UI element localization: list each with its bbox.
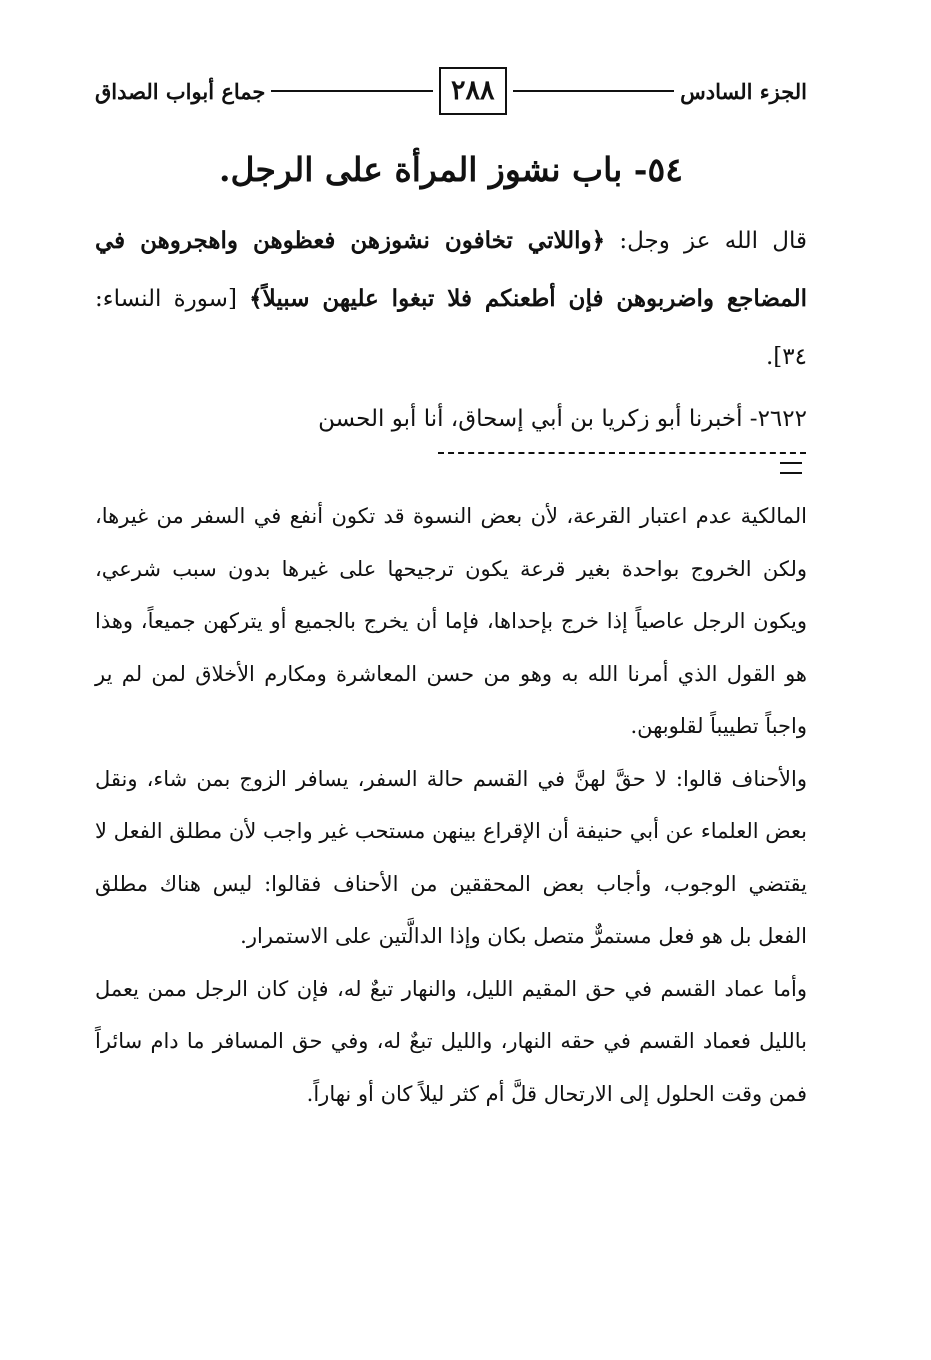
footnote-continuation-mark	[780, 462, 802, 474]
verse-citation: [سورة النساء: ٣٤].	[95, 286, 807, 370]
main-text	[95, 212, 807, 448]
verse-paragraph	[95, 212, 807, 386]
footnote-paragraph: وأما عماد القسم في حق المقيم الليل، والنهار تبعٌ له، فإن كان الرجل ممن يعمل بالليل فعماد القسم في حقه النهار، والليل تبعٌ له، وفي حق المسافر ما دام سائراً فمن وقت الحلول إلى الارتحال قلَّ أم كثر ليلاً كان أو نهاراً.	[95, 976, 807, 1106]
chapter-title: ٥٤- باب نشوز المرأة على الرجل.	[219, 150, 683, 189]
footnote-paragraph: المالكية عدم اعتبار القرعة، لأن بعض النسوة قد تكون أنفع في السفر من غيرها، ولكن الخروج بواحدة بغير قرعة يكون ترجيحها على غيرها بدون سبب شرعي، ويكون الرجل عاصياً إذا خرج بإحداها، فإما أن يخرج بالجميع أو يتركهن جميعاً، وهذا هو القول الذي أمرنا الله به وهو من حسن المعاشرة ومكارم الأخلاق لمن لم ير واجباً تطييباً لقلوبهن.	[95, 504, 807, 738]
part-title: الجزء السادس	[680, 78, 807, 104]
section-title: جماع أبواب الصداق	[95, 78, 266, 104]
page-number: ٢٨٨	[439, 67, 507, 115]
footnotes	[95, 490, 807, 1120]
header-rule-left	[271, 90, 433, 92]
verse-intro: قال الله عز وجل:	[619, 228, 808, 254]
footnote-separator	[438, 452, 806, 454]
running-header	[95, 62, 807, 120]
footnote-paragraph: والأحناف قالوا: لا حقَّ لهنَّ في القسم حالة السفر، يسافر الزوج بمن شاء، ونقل بعض العلماء عن أبي حنيفة أن الإقراع بينهن مستحب غير واجب لأن مطلق الفعل لا يقتضي الوجوب، وأجاب بعض المحققين من الأحناف فقالوا: ليس هناك مطلق الفعل بل هو فعل مستمرٌّ متصل بكان وإذا الدالَّتين على الاستمرار.	[95, 766, 807, 948]
header-rule-right	[513, 90, 675, 92]
hadith-paragraph: ٢٦٢٢- أخبرنا أبو زكريا بن أبي إسحاق، أنا أبو الحسن	[318, 406, 807, 432]
quran-verse: ﴿واللاتي تخافون نشوزهن فعظوهن واهجروهن في المضاجع واضربوهن فإن أطعنكم فلا تبغوا عليهن سبيلاً﴾	[95, 227, 807, 312]
